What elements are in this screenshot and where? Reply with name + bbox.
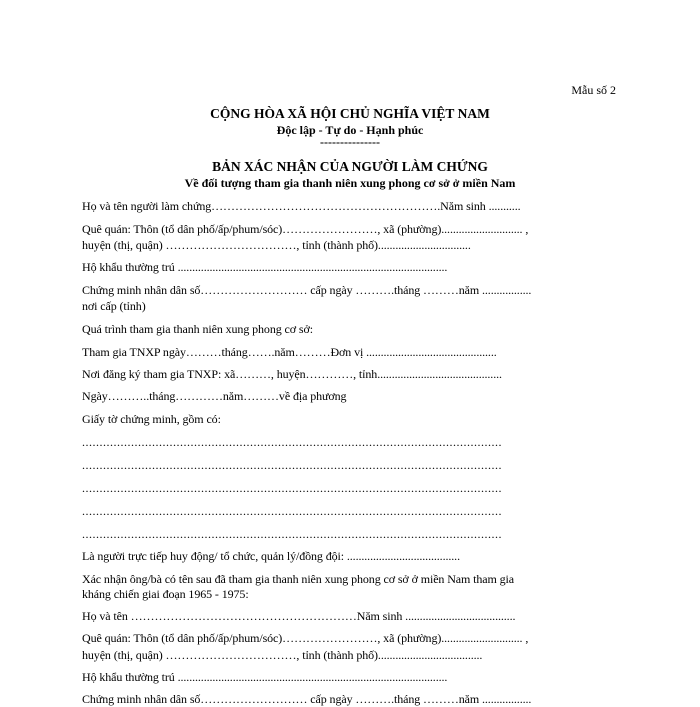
witness-id-line-2: nơi cấp (tỉnh) bbox=[82, 299, 146, 313]
witness-hometown-line-1: Quê quán: Thôn (tổ dân phố/ấp/phum/sóc)……………………, xã (phường)............................ , bbox=[82, 222, 529, 236]
confirm-line-2: kháng chiến giai đoạn 1965 - 1975: bbox=[82, 587, 249, 601]
form-number: Mẫu số 2 bbox=[571, 83, 616, 97]
documents-label: Giấy tờ chứng minh, gồm có: bbox=[82, 412, 221, 426]
motto: Độc lập - Tự do - Hạnh phúc bbox=[276, 123, 424, 137]
header-rule: --------------- bbox=[320, 135, 380, 149]
subject-residence-line: Hộ khẩu thường trú ............................................................................................. bbox=[82, 670, 448, 684]
subject-name-line: Họ và tên …………………………………………………Năm sinh ...................................... bbox=[82, 609, 516, 623]
confirm-line-1: Xác nhận ông/bà có tên sau đã tham gia thanh niên xung phong cơ sở ở miền Nam tham gia bbox=[82, 572, 514, 586]
dotted-line: ........................................................................................................................ bbox=[82, 435, 502, 449]
document-title: BẢN XÁC NHẬN CỦA NGƯỜI LÀM CHỨNG bbox=[212, 159, 488, 174]
subject-hometown-line-1: Quê quán: Thôn (tổ dân phố/ấp/phum/sóc)……………………, xã (phường)............................ , bbox=[82, 631, 529, 645]
register-line: Nơi đăng ký tham gia TNXP: xã………, huyện…………, tỉnh........................................... bbox=[82, 367, 502, 381]
nation-heading: CỘNG HÒA XÃ HỘI CHỦ NGHĨA VIỆT NAM bbox=[210, 106, 490, 121]
process-label: Quá trình tham gia thanh niên xung phong cơ sở: bbox=[82, 322, 313, 336]
dotted-line: ........................................................................................................................ bbox=[82, 527, 502, 541]
return-line: Ngày………..tháng…………năm………về địa phương bbox=[82, 389, 347, 403]
witness-residence-line: Hộ khẩu thường trú ............................................................................................. bbox=[82, 260, 448, 274]
witness-hometown-line-2: huyện (thị, quận) ……………………………, tỉnh (thành phố)................................ bbox=[82, 238, 471, 252]
dotted-line: ........................................................................................................................ bbox=[82, 504, 502, 518]
subject-id-line-1: Chứng minh nhân dân số……………………… cấp ngày ……….tháng ………năm ................. bbox=[82, 692, 532, 706]
witness-id-line-1: Chứng minh nhân dân số……………………… cấp ngày ……….tháng ………năm ................. bbox=[82, 283, 532, 297]
role-line: Là người trực tiếp huy động/ tổ chức, quản lý/đồng đội: ....................................... bbox=[82, 549, 460, 563]
witness-name-line: Họ và tên người làm chứng………………………………………………….Năm sinh ........... bbox=[82, 199, 521, 213]
subject-hometown-line-2: huyện (thị, quận) ……………………………, tỉnh (thành phố).................................... bbox=[82, 648, 483, 662]
document-subtitle: Về đối tượng tham gia thanh niên xung phong cơ sở ở miền Nam bbox=[184, 176, 516, 190]
dotted-line: ........................................................................................................................ bbox=[82, 481, 502, 495]
dotted-line: ........................................................................................................................ bbox=[82, 458, 502, 472]
join-line: Tham gia TNXP ngày………tháng…….năm………Đơn vị ............................................. bbox=[82, 345, 497, 359]
